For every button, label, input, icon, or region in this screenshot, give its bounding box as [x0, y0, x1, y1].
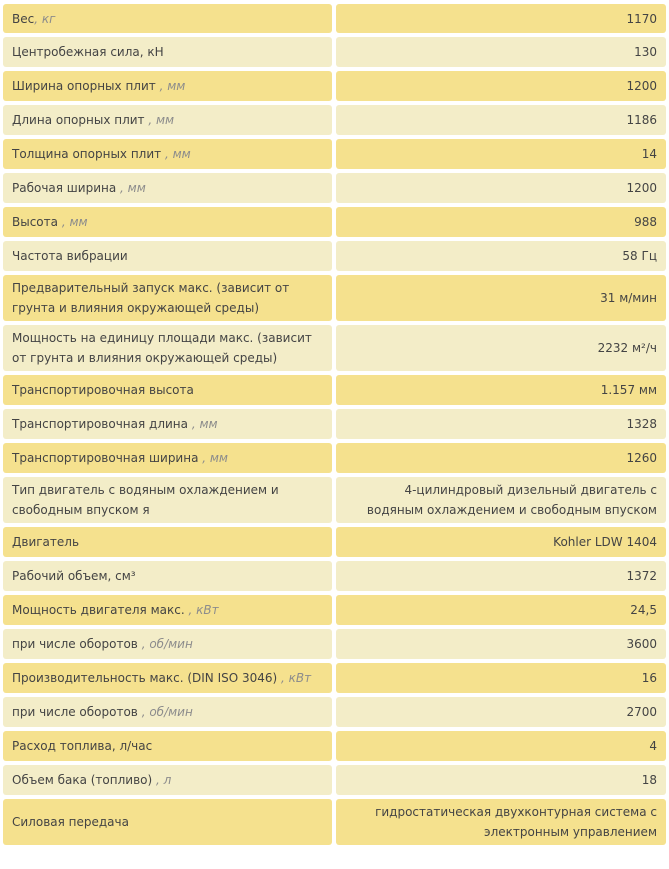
spec-label: Мощность двигателя макс.: [12, 603, 185, 617]
spec-value: 1170: [336, 4, 666, 33]
spec-label-cell: [3, 71, 332, 101]
spec-label: Центробежная сила, кН: [12, 45, 164, 59]
spec-row: [3, 275, 666, 321]
spec-value: 1328: [336, 409, 666, 439]
spec-unit: , мм: [116, 181, 146, 195]
spec-label-cell: [3, 765, 332, 795]
spec-label: Рабочий объем, см³: [12, 569, 136, 583]
spec-label-cell: [3, 799, 332, 845]
spec-value: гидростатическая двухконтурная система с электронным управлением: [336, 799, 666, 845]
spec-unit: , мм: [144, 113, 175, 127]
spec-unit: , кВт: [184, 603, 219, 617]
spec-row: [3, 4, 666, 33]
spec-value: 1260: [336, 443, 666, 473]
spec-label-cell: [3, 173, 332, 203]
spec-value: 1.157 мм: [336, 375, 666, 405]
spec-label-cell: [3, 731, 332, 761]
spec-row: [3, 477, 666, 523]
spec-value: 14: [336, 139, 666, 169]
spec-row: [3, 173, 666, 203]
spec-row: [3, 527, 666, 557]
spec-value: 1372: [336, 561, 666, 591]
spec-unit: , мм: [155, 79, 186, 93]
spec-label-cell: [3, 325, 332, 371]
spec-label: Транспортировочная высота: [12, 383, 194, 397]
spec-row: [3, 37, 666, 67]
spec-label: Транспортировочная ширина: [12, 451, 199, 465]
spec-label-cell: [3, 527, 332, 557]
spec-row: [3, 731, 666, 761]
spec-row: [3, 139, 666, 169]
spec-unit: , кВт: [277, 671, 312, 685]
spec-value: 58 Гц: [336, 241, 666, 271]
spec-label: Мощность на единицу площади макс. (зависит от грунта и влияния окружающей среды): [12, 331, 312, 365]
spec-value: 1200: [336, 173, 666, 203]
spec-value: 1186: [336, 105, 666, 135]
spec-label: при числе оборотов: [12, 705, 138, 719]
spec-label: Высота: [12, 215, 58, 229]
spec-unit: , кг: [34, 11, 56, 26]
spec-label: Предварительный запуск макс. (зависит от грунта и влияния окружающей среды): [12, 281, 290, 315]
spec-label: Толщина опорных плит: [12, 147, 162, 161]
spec-label: при числе оборотов: [12, 637, 138, 651]
spec-value: 16: [336, 663, 666, 693]
spec-unit: , об/мин: [137, 705, 193, 719]
spec-row: [3, 325, 666, 371]
spec-label: Силовая передача: [12, 815, 129, 829]
spec-row: [3, 443, 666, 473]
spec-label-cell: [3, 207, 332, 237]
spec-label: Вес: [12, 11, 35, 26]
spec-value: 3600: [336, 629, 666, 659]
spec-row: [3, 207, 666, 237]
spec-unit: , мм: [198, 451, 228, 465]
spec-row: [3, 561, 666, 591]
spec-label-cell: [3, 697, 332, 727]
spec-value: 24,5: [336, 595, 666, 625]
spec-row: [3, 765, 666, 795]
spec-label: Производительность макс. (DIN ISO 3046): [12, 671, 278, 685]
spec-unit: , мм: [161, 147, 191, 161]
spec-label-cell: [3, 663, 332, 693]
spec-row: [3, 697, 666, 727]
spec-row: [3, 629, 666, 659]
spec-label: Частота вибрации: [12, 249, 128, 263]
spec-value: Kohler LDW 1404: [336, 527, 666, 557]
spec-row: [3, 663, 666, 693]
spec-value: 31 м/мин: [336, 275, 666, 321]
spec-label-cell: [3, 477, 332, 523]
spec-unit: , мм: [58, 215, 88, 229]
spec-label-cell: [3, 595, 332, 625]
spec-value: 18: [336, 765, 666, 795]
spec-row: [3, 409, 666, 439]
specs-table-body: [3, 4, 666, 845]
spec-value: 4-цилиндровый дизельный двигатель с водяным охлаждением и свободным впуском: [336, 477, 666, 523]
spec-unit: , мм: [188, 417, 218, 431]
spec-row: [3, 375, 666, 405]
spec-label-cell: [3, 629, 332, 659]
spec-value: 130: [336, 37, 666, 67]
spec-unit: , об/мин: [137, 637, 193, 651]
spec-row: [3, 799, 666, 845]
spec-value: 2232 м²/ч: [336, 325, 666, 371]
spec-label: Транспортировочная длина: [12, 417, 188, 431]
spec-value: 1200: [336, 71, 666, 101]
spec-row: [3, 241, 666, 271]
spec-row: [3, 595, 666, 625]
spec-label-cell: [3, 105, 332, 135]
spec-label-cell: [3, 561, 332, 591]
spec-label: Двигатель: [12, 535, 80, 549]
spec-label-cell: [3, 375, 332, 405]
spec-row: [3, 71, 666, 101]
spec-label: Тип двигатель с водяным охлаждением и свободным впуском я: [12, 483, 279, 517]
spec-label: Длина опорных плит: [12, 113, 145, 127]
spec-label-cell: [3, 4, 332, 33]
spec-unit: , л: [152, 773, 172, 787]
spec-label-cell: [3, 409, 332, 439]
spec-label-cell: [3, 443, 332, 473]
spec-value: 4: [336, 731, 666, 761]
spec-row: [3, 105, 666, 135]
spec-label-cell: [3, 241, 332, 271]
spec-label: Объем бака (топливо): [12, 773, 153, 787]
spec-label: Расход топлива, л/час: [12, 739, 153, 753]
spec-label-cell: [3, 37, 332, 67]
spec-label-cell: [3, 139, 332, 169]
spec-label: Рабочая ширина: [12, 181, 117, 195]
spec-value: 988: [336, 207, 666, 237]
spec-label-cell: [3, 275, 332, 321]
spec-label: Ширина опорных плит: [12, 79, 156, 93]
spec-value: 2700: [336, 697, 666, 727]
